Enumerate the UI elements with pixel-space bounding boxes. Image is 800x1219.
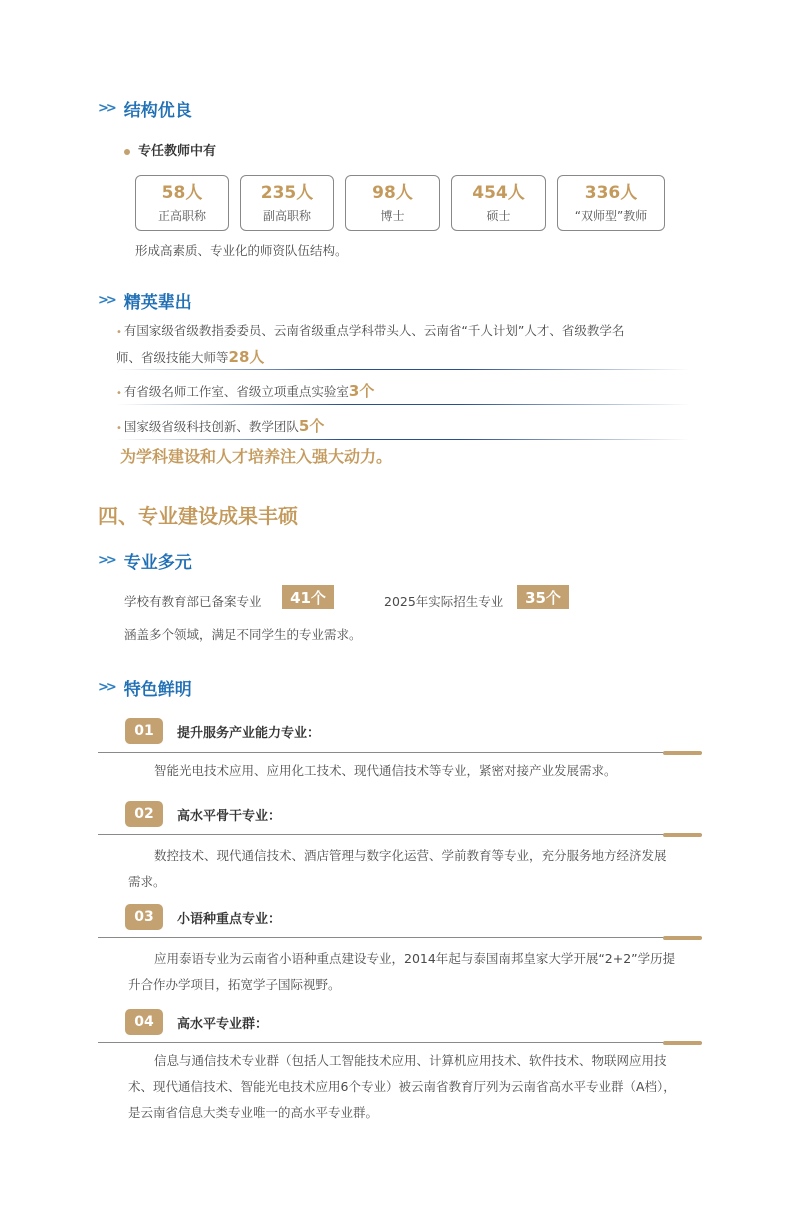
- feature-divider: [98, 937, 702, 938]
- section-title: 专业多元: [123, 553, 192, 573]
- elite-item-2: [116, 379, 374, 406]
- feature-body: 信息与通信技术专业群（包括人工智能技术应用、计算机应用技术、软件技术、物联网应用技术、现代通信技术、智能光电技术应用6个专业）被云南省教育厅列为云南省高水平专业群（A档），是云南省信息大类专业唯一的高水平专业群。: [128, 1053, 676, 1120]
- stat-label: 正高职称: [157, 208, 206, 223]
- elite-item-1: [116, 318, 676, 370]
- bullet-dot-icon: [124, 149, 130, 155]
- feature-divider: [98, 752, 702, 753]
- feature-body: 智能光电技术应用、应用化工技术、现代通信技术等专业，紧密对接产业发展需求。: [154, 763, 617, 778]
- subtitle-text: 专任教师中有: [138, 144, 217, 159]
- stat-card: [345, 175, 440, 231]
- elite-item-text: 国家级省级科技创新、教学团队: [123, 419, 299, 434]
- stat-label: 博士: [380, 208, 405, 223]
- elite-conclusion: 为学科建设和人才培养注入强大动力。: [120, 447, 393, 466]
- subtitle-teachers: [124, 140, 216, 159]
- majors-value-badge-2: 35个: [517, 585, 569, 609]
- divider: [116, 439, 690, 440]
- stat-value: 336人: [584, 182, 638, 203]
- stat-card: [135, 175, 229, 231]
- bullet-dot-icon: •: [116, 388, 122, 399]
- section-header-elite: [98, 288, 192, 313]
- feature-accent-bar: [663, 751, 702, 755]
- feature-title: 高水平骨干专业：: [177, 809, 282, 824]
- stat-value: 58人: [161, 182, 203, 203]
- section-header-majors: [98, 548, 192, 573]
- stat-label: 副高职称: [262, 208, 311, 223]
- elite-item-3: [116, 414, 324, 441]
- feature-number-badge: 03: [125, 904, 163, 930]
- stat-card: [557, 175, 665, 231]
- feature-accent-bar: [663, 936, 702, 940]
- feature-title: 小语种重点专业：: [177, 912, 282, 927]
- divider: [116, 404, 690, 405]
- elite-highlight: 5个: [298, 417, 325, 435]
- bullet-dot-icon: •: [116, 423, 122, 434]
- structure-summary: 形成高素质、专业化的师资队伍结构。: [135, 243, 348, 258]
- section-header-structure: [98, 96, 192, 121]
- stat-card: [451, 175, 546, 231]
- feature-title: 高水平专业群：: [177, 1017, 269, 1032]
- elite-item-text: 有省级名师工作室、省级立项重点实验室: [123, 384, 349, 399]
- feature-body: 数控技术、现代通信技术、酒店管理与数字化运营、学前教育等专业，充分服务地方经济发展需求。: [128, 848, 667, 889]
- feature-divider: [98, 834, 702, 835]
- feature-number-badge: 04: [125, 1009, 163, 1035]
- majors-value-badge-1: 41个: [282, 585, 334, 609]
- divider: [116, 369, 690, 370]
- stat-label: “双师型”教师: [574, 208, 648, 223]
- chevron-double-right-icon: >>: [98, 293, 114, 308]
- majors-label-2: 2025年实际招生专业: [384, 594, 504, 609]
- feature-accent-bar: [663, 1041, 702, 1045]
- stat-value: 454人: [472, 182, 525, 203]
- stat-card: [240, 175, 334, 231]
- elite-item-text: 有国家级省级教指委委员、云南省级重点学科带头人、云南省“千人计划”人才、省级教学名: [123, 323, 625, 338]
- majors-label-1: 学校有教育部已备案专业: [124, 594, 262, 609]
- section-title: 结构优良: [123, 101, 192, 121]
- section-title: 特色鲜明: [123, 680, 192, 700]
- chevron-double-right-icon: >>: [98, 101, 114, 116]
- feature-number-badge: 02: [125, 801, 163, 827]
- stat-value: 98人: [372, 182, 413, 203]
- chevron-double-right-icon: >>: [98, 680, 114, 695]
- stat-label: 硕士: [486, 208, 511, 223]
- majors-summary: 涵盖多个领域，满足不同学生的专业需求。: [124, 627, 362, 642]
- section-title: 精英辈出: [123, 293, 192, 313]
- feature-title: 提升服务产业能力专业：: [177, 726, 321, 741]
- stat-value: 235人: [260, 182, 314, 203]
- feature-body: 应用泰语专业为云南省小语种重点建设专业，2014年起与泰国南邦皇家大学开展“2+2”学历提升合作办学项目，拓宽学子国际视野。: [128, 951, 676, 992]
- feature-accent-bar: [663, 833, 702, 837]
- elite-highlight: 28人: [228, 348, 265, 366]
- chevron-double-right-icon: >>: [98, 553, 114, 568]
- elite-item-text: 师、省级技能大师等: [116, 350, 229, 365]
- elite-highlight: 3个: [348, 382, 375, 400]
- feature-divider: [98, 1042, 702, 1043]
- bullet-dot-icon: •: [116, 327, 122, 338]
- section-heading-4: 四、专业建设成果丰硕: [98, 504, 298, 528]
- section-header-features: [98, 675, 192, 700]
- feature-number-badge: 01: [125, 718, 163, 744]
